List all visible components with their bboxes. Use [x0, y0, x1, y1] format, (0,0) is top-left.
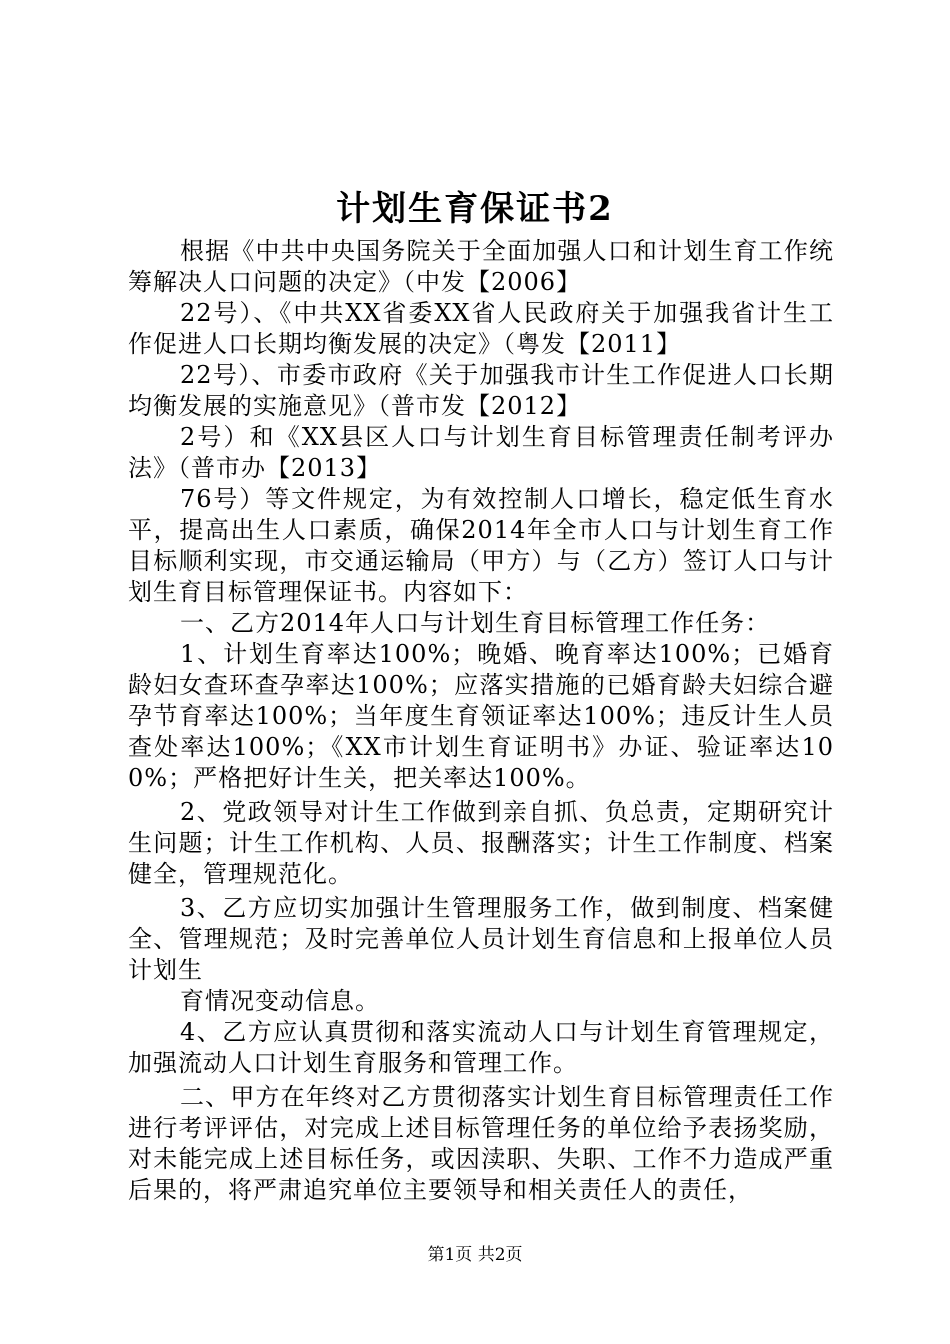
task-item-1: 1、计划生育率达100%；晚婚、晚育率达100%；已婚育龄妇女查环查孕率达100%；应落实措施的已婚育龄夫妇综合避孕节育率达100%；当年度生育领证率达100%；违反计生人员查处率达100%；《XX市计划生育证明书》办证、验证率达100%；严格把好计生关，把关率达100%。: [128, 640, 834, 792]
paragraph-basis-3: 22号）、市委市政府《关于加强我市计生工作促进人口长期均衡发展的实施意见》（普市发【2012】: [128, 361, 834, 420]
page-number-footer: 第1页 共2页: [427, 1245, 523, 1265]
task-item-2: 2、党政领导对计生工作做到亲自抓、负总责，定期研究计生问题；计生工作机构、人员、报酬落实；计生工作制度、档案健全，管理规范化。: [128, 798, 834, 888]
task-item-4: 4、乙方应认真贯彻和落实流动人口与计划生育管理规定，加强流动人口计划生育服务和管理工作。: [128, 1018, 834, 1077]
paragraph-basis-5: 76号）等文件规定，为有效控制人口增长，稳定低生育水平，提高出生人口素质，确保2014年全市人口与计划生育工作目标顺利实现，市交通运输局（甲方）与（乙方）签订人口与计划生育目标管理保证书。内容如下：: [128, 485, 834, 606]
section-heading-2: 二、甲方在年终对乙方贯彻落实计划生育目标管理责任工作进行考评评估，对完成上述目标管理任务的单位给予表扬奖励，对未能完成上述目标任务，或因渎职、失职、工作不力造成严重后果的，将严肃追究单位主要领导和相关责任人的责任，: [128, 1083, 834, 1204]
paragraph-basis-1: 根据《中共中央国务院关于全面加强人口和计划生育工作统筹解决人口问题的决定》（中发【2006】: [128, 237, 834, 296]
task-item-3: 3、乙方应切实加强计生管理服务工作，做到制度、档案健全、管理规范；及时完善单位人员计划生育信息和上报单位人员计划生: [128, 894, 834, 984]
document-body: [128, 236, 834, 1206]
section-heading-1: 一、乙方2014年人口与计划生育目标管理工作任务：: [180, 609, 771, 637]
paragraph-basis-4: 2号）和《XX县区人口与计划生育目标管理责任制考评办法》（普市办【2013】: [128, 423, 834, 482]
document-title: 计划生育保证书2: [336, 189, 614, 229]
paragraph-basis-2: 22号）、《中共XX省委XX省人民政府关于加强我省计生工作促进人口长期均衡发展的决定》（粤发【2011】: [128, 299, 834, 358]
task-item-3-continued: 育情况变动信息。: [180, 987, 380, 1015]
